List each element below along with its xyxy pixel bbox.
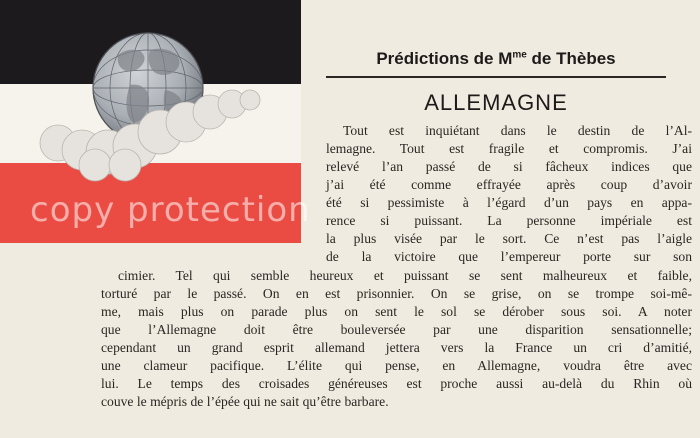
text-line: la plus visée par le sort. Ce n’est pas l’aigle [326, 231, 692, 246]
text-line: relevé l’an passé de si fâcheux indices que [326, 159, 692, 174]
text-line: Tout est inquiétant dans le destin de l’Al- [343, 123, 692, 138]
text-line: torturé par le passé. On en est prisonnier. On se grise, on se trompe soi-mê- [101, 286, 692, 301]
text-line: cimier. Tel qui semble heureux et puissant se sent malheureux et faible, [118, 268, 692, 283]
text-line: couve le mépris de l’épée qui ne sait qu’être barbare. [101, 394, 389, 409]
text-line: une clameur pacifique. L’élite qui pense, en Allemagne, voudra être avec [101, 358, 692, 373]
title-suffix: de Thèbes [526, 49, 616, 68]
text-line: j’ai été comme effrayée après coup d’avoir [326, 177, 692, 192]
title-prefix: Prédictions de M [376, 49, 513, 68]
title-underline [326, 76, 666, 78]
page-title [326, 49, 666, 69]
text-line: me, mais plus on parade plus on sent le sol se dérober sous soi. A noter [101, 304, 692, 319]
title-superscript: me [512, 49, 527, 61]
text-line: de la victoire que l’empereur porte sur son [326, 249, 692, 264]
text-line: lemagne. Tout est fragile et compromis. J’ai [326, 141, 692, 156]
country-heading: ALLEMAGNE [424, 90, 568, 115]
text-line: que l’Allemagne doit être bouleversée par une disparition sensationnelle; [101, 322, 692, 337]
text-line: lui. Le temps des croisades généreuses est proche aussi au-delà du Rhin où [101, 376, 692, 391]
text-line: rence si puissant. La personne impériale est [326, 213, 692, 228]
text-line: été si pessimiste à l’égard d’un pays en appa- [326, 195, 692, 210]
watermark: copy protection [30, 190, 311, 230]
text-line: cependant un grand esprit allemand jettera vers la France un cri d’amitié, [101, 340, 692, 355]
